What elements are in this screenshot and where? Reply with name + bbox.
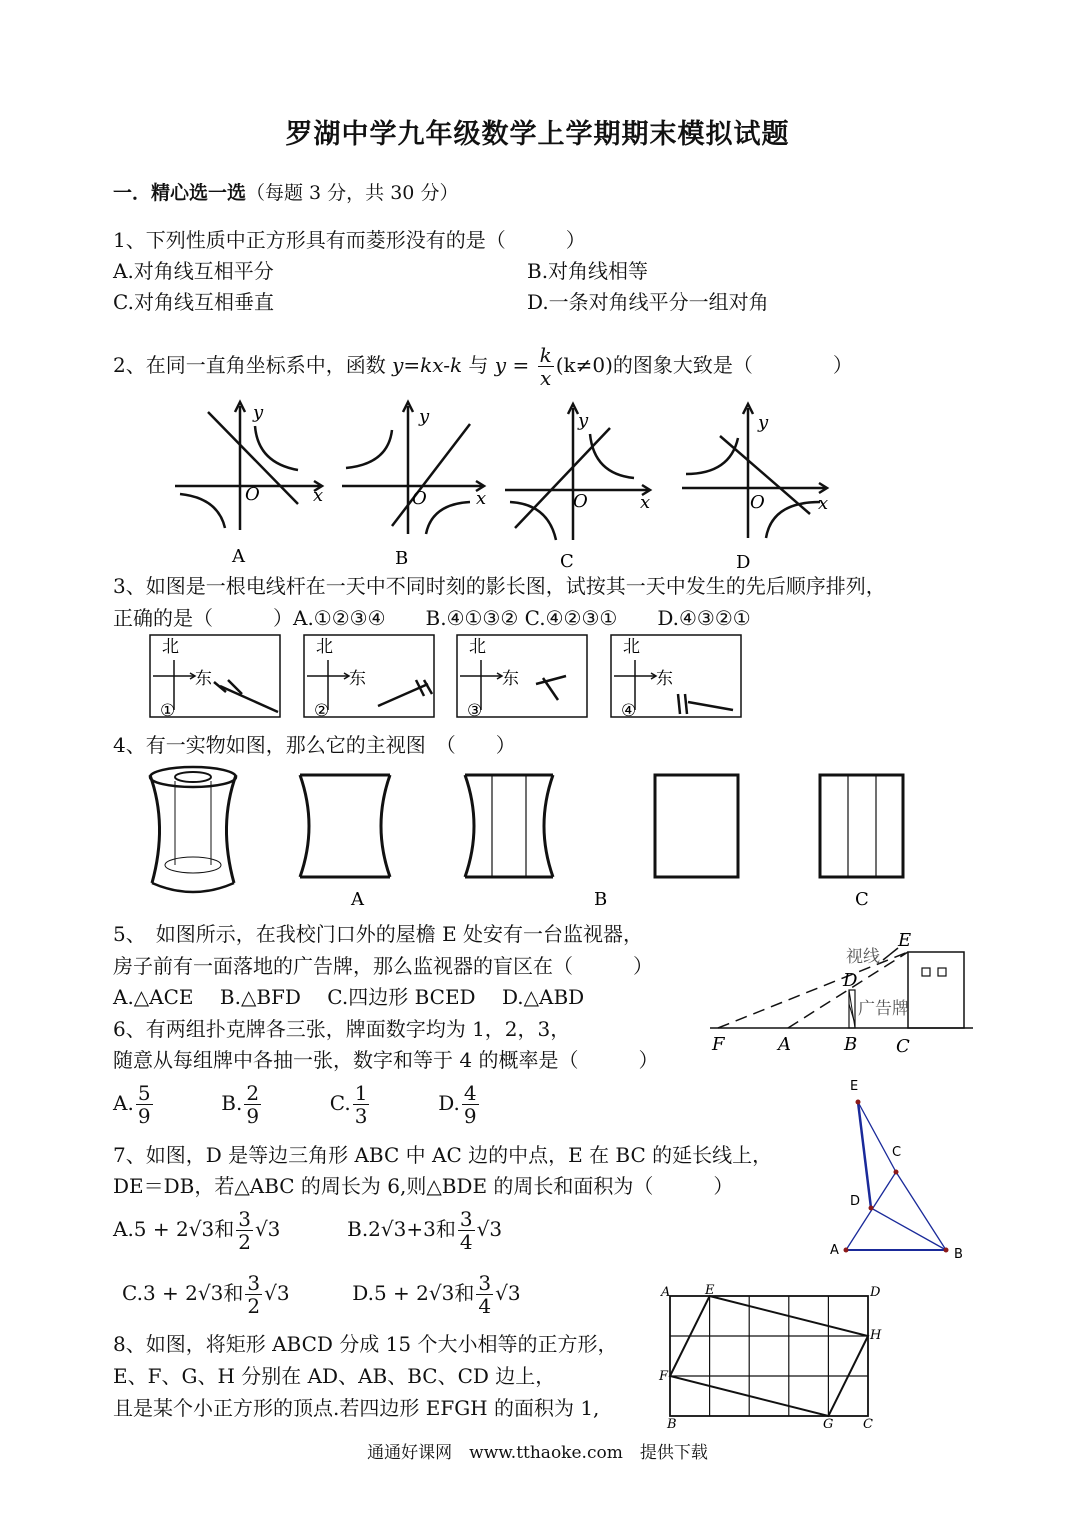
q5-label-b: B [844,1034,858,1055]
q7-label-d: D [850,1194,861,1209]
frac-num: 5 [137,1081,151,1105]
q8-figure [655,1284,895,1434]
q3-east-1: 东 [195,669,212,689]
q2-b-o-label: O [412,488,427,509]
q8-label-g: G [823,1417,834,1432]
q2-stem [113,337,853,393]
opt-post: √3 [476,1217,503,1241]
q7-opt-c [122,1271,290,1318]
q2-fn1: y=kx-k [392,353,463,377]
frac-num: 3 [238,1207,251,1231]
page-title: 罗湖中学九年级数学上学期期末模拟试题 [285,119,790,150]
page-footer: 通通好课网 www.tthaoke.com 提供下载 [367,1443,708,1463]
q3-east-4: 东 [656,669,673,689]
q7-opt-b [347,1207,503,1254]
opt-frac [236,1208,253,1253]
q2-a-x-label: x [313,485,324,506]
q3-options: 正确的是（ ）A.①②③④ B.④①③② C.④②③① D.④③②① [113,606,751,630]
q2-a-o-label: O [245,484,260,505]
q3-north-4: 北 [623,637,640,657]
q8-line2: E、F、G、H 分别在 AD、AB、BC、CD 边上， [113,1364,556,1388]
q8-label-c: C [863,1417,873,1432]
opt-frac [462,1082,479,1127]
q7-options-cd [122,1272,521,1317]
q3-north-3: 北 [469,637,486,657]
q1-option-b: B.对角线相等 [527,259,649,283]
q2-label-a: A [232,546,245,567]
q5-label-a: A [778,1034,791,1055]
q4-label-b: B [594,889,608,910]
q5-figure [708,928,978,1058]
q2-b-x-label: x [476,488,487,509]
q3-east-2: 东 [349,669,366,689]
q2-pre: 2、在同一直角坐标系中，函数 [113,353,393,377]
q8-label-d: D [870,1285,881,1300]
opt-prefix: A. [113,1091,134,1115]
opt-post: √3 [254,1217,281,1241]
q7-line1: 7、如图，D 是等边三角形 ABC 中 AC 边的中点，E 在 BC 的延长线上， [113,1143,773,1167]
q6-line1: 6、有两组扑克牌各三张，牌面数字均为 1，2，3， [113,1017,571,1041]
q2-label-b: B [395,548,409,569]
q5-label-e: E [898,930,912,951]
opt-frac [476,1272,493,1317]
opt-prefix: B. [221,1091,243,1115]
frac-den: x [540,366,552,390]
q4-figures [140,765,930,910]
q3-num-3: ③ [467,701,483,721]
q7-opt-a [113,1207,281,1254]
q6-options [113,1082,481,1127]
q5-label-f: F [712,1034,725,1055]
q2-d-y-label: y [758,412,769,433]
q2-a-y-label: y [253,402,264,423]
q7-label-c: C [892,1145,902,1160]
q8-label-h: H [870,1328,882,1343]
q6-line2: 随意从每组牌中各抽一张，数字和等于 4 的概率是（ ） [113,1048,659,1072]
q2-c-o-label: O [573,491,588,512]
q2-cond: (k≠0)的图象大致是（ ） [555,353,853,377]
q7-options-ab [113,1208,502,1253]
section-note: （每题 3 分，共 30 分） [246,182,459,204]
q2-graphs [170,398,870,578]
q7-label-e: E [850,1079,859,1094]
opt-pre: A.5 + 2√3和 [113,1217,235,1241]
opt-post: √3 [264,1281,290,1305]
q8-label-a: A [661,1285,671,1300]
q2-fraction [538,344,554,389]
frac-num: k [539,343,552,367]
q8-label-f: F [659,1369,669,1384]
q4-label-c: C [855,889,869,910]
q2-label-c: C [560,551,574,572]
q3-east-3: 东 [502,669,519,689]
q2-b-y-label: y [419,406,430,427]
opt-prefix: C. [329,1091,351,1115]
q6-opt-d [438,1081,480,1128]
q5-label-billboard: 广告牌 [858,999,909,1019]
frac-num: 3 [247,1271,261,1295]
opt-frac [136,1082,153,1127]
frac-num: 3 [478,1271,492,1295]
q7-figure [828,1078,968,1262]
q5-label-sightline: 视线 [846,947,880,967]
q3-num-2: ② [314,701,330,721]
q2-mid: 与 [462,353,495,377]
frac-den: 4 [478,1294,492,1318]
frac-num: 1 [354,1081,368,1105]
opt-pre: D.5 + 2√3和 [352,1281,475,1305]
frac-den: 3 [354,1104,368,1128]
q7-label-a: A [830,1243,839,1258]
q5-label-d: D [843,970,858,991]
q2-c-x-label: x [640,492,651,513]
q8-line3: 且是某个小正方形的顶点.若四边形 EFGH 的面积为 1, [113,1396,600,1420]
q8-label-b: B [667,1417,677,1432]
q7-opt-d [352,1271,521,1318]
q8-label-e: E [705,1283,715,1298]
q2-d-o-label: O [750,492,765,513]
q1-option-c: C.对角线互相垂直 [113,290,274,314]
q1-option-d: D.一条对角线平分一组对角 [527,290,769,314]
q6-opt-c [329,1081,372,1128]
q8-line1: 8、如图，将矩形 ABCD 分成 15 个大小相等的正方形， [113,1332,618,1356]
section-head: 一．精心选一选 [113,182,247,204]
frac-num: 2 [246,1081,260,1105]
opt-frac [458,1208,475,1253]
q2-y: y = [494,353,530,377]
q6-opt-a [113,1081,155,1128]
opt-frac [244,1082,261,1127]
q3-north-1: 北 [162,637,179,657]
opt-pre: B.2√3+3和 [347,1217,456,1241]
q3-shadow-figures [148,632,748,722]
q3-num-4: ④ [621,701,637,721]
q5-label-c: C [896,1036,910,1057]
frac-den: 9 [463,1104,477,1128]
q2-d-x-label: x [818,493,829,514]
opt-pre: C.3 + 2√3和 [122,1281,244,1305]
opt-frac [245,1272,262,1317]
q7-line2: DE＝DB，若△ABC 的周长为 6,则△BDE 的周长和面积为（ ） [113,1174,734,1198]
frac-den: 2 [247,1294,261,1318]
q2-c-y-label: y [578,410,589,431]
q5-line1: 5、 如图所示，在我校门口外的屋檐 E 处安有一台监视器， [113,922,644,946]
q1-option-a: A.对角线互相平分 [113,259,274,283]
q2-label-d: D [736,552,751,573]
q4-label-a: A [351,889,364,910]
q4-stem: 4、有一实物如图，那么它的主视图 （ ） [113,733,516,757]
frac-num: 3 [459,1207,473,1231]
frac-den: 9 [137,1104,151,1128]
section-heading [113,178,458,205]
opt-prefix: D. [438,1091,460,1115]
q3-num-1: ① [160,701,176,721]
frac-num: 4 [463,1081,477,1105]
q7-label-b: B [954,1247,963,1262]
q3-stem: 3、如图是一根电线杆在一天中不同时刻的影长图，试按其一天中发生的先后顺序排列， [113,574,886,598]
q5-line2: 房子前有一面落地的广告牌，那么监视器的盲区在（ ） [113,954,653,978]
q1-stem: 1、下列性质中正方形具有而菱形没有的是（ ） [113,228,586,252]
frac-den: 4 [459,1230,473,1254]
q6-opt-b [221,1081,263,1128]
q3-north-2: 北 [316,637,333,657]
opt-frac [353,1082,370,1127]
q5-options: A.△ACE B.△BFD C.四边形 BCED D.△ABD [113,985,585,1009]
opt-post: √3 [495,1281,521,1305]
frac-den: 2 [238,1230,251,1254]
frac-den: 9 [246,1104,260,1128]
